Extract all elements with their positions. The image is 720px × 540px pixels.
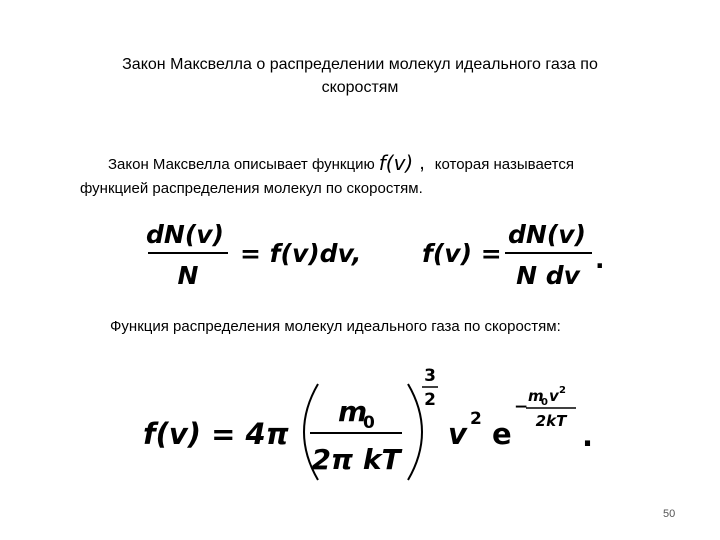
exp-minus: − <box>514 397 529 417</box>
v-squared-base: v <box>448 417 467 451</box>
exp-numerator-sub: 0 <box>541 397 548 408</box>
exp-denominator: 2kT <box>535 412 567 430</box>
eq2-period: . <box>595 245 605 274</box>
right-parenthesis <box>408 384 422 480</box>
power-denominator: 2 <box>424 390 436 410</box>
eq1-denominator: N <box>177 261 199 290</box>
intro-line-2: функцией распределения молекул по скоростям. <box>80 180 423 197</box>
maxwell-formula <box>143 366 593 480</box>
equation-2 <box>422 220 605 290</box>
equation-1 <box>146 220 361 290</box>
intro-function: f(v) <box>378 151 414 175</box>
eq2-denominator: N dv <box>516 261 580 290</box>
exp-numerator-sup: 2 <box>559 385 566 396</box>
title-line-1: Закон Максвелла о распределении молекул идеального газа по <box>122 56 598 73</box>
intro-prefix: Закон Максвелла описывает функцию <box>108 156 375 173</box>
eq1-rhs: = f(v)dv, <box>240 239 362 268</box>
page-number: 50 <box>663 508 676 520</box>
maxwell-period: . <box>582 419 594 453</box>
intro-comma: , <box>419 152 425 174</box>
title-line-2: скоростям <box>321 79 399 96</box>
v-squared-exp: 2 <box>470 409 482 429</box>
frac-denominator: 2π kT <box>311 443 401 476</box>
frac-numerator-sub: 0 <box>363 413 375 433</box>
power-numerator: 3 <box>424 366 436 386</box>
intro-suffix: которая называется <box>434 156 574 173</box>
distribution-caption: Функция распределения молекул идеального газа по скоростям: <box>110 318 561 335</box>
eq2-numerator: dN(v) <box>508 220 586 249</box>
frac-numerator-m: m <box>338 395 368 428</box>
e-base: e <box>492 417 512 451</box>
eq1-numerator: dN(v) <box>146 220 224 249</box>
exp-numerator-m: m <box>528 387 544 405</box>
maxwell-lhs: f(v) = 4π <box>143 417 289 451</box>
exp-numerator-v: v <box>549 387 559 405</box>
eq2-lhs: f(v) = <box>422 239 502 268</box>
